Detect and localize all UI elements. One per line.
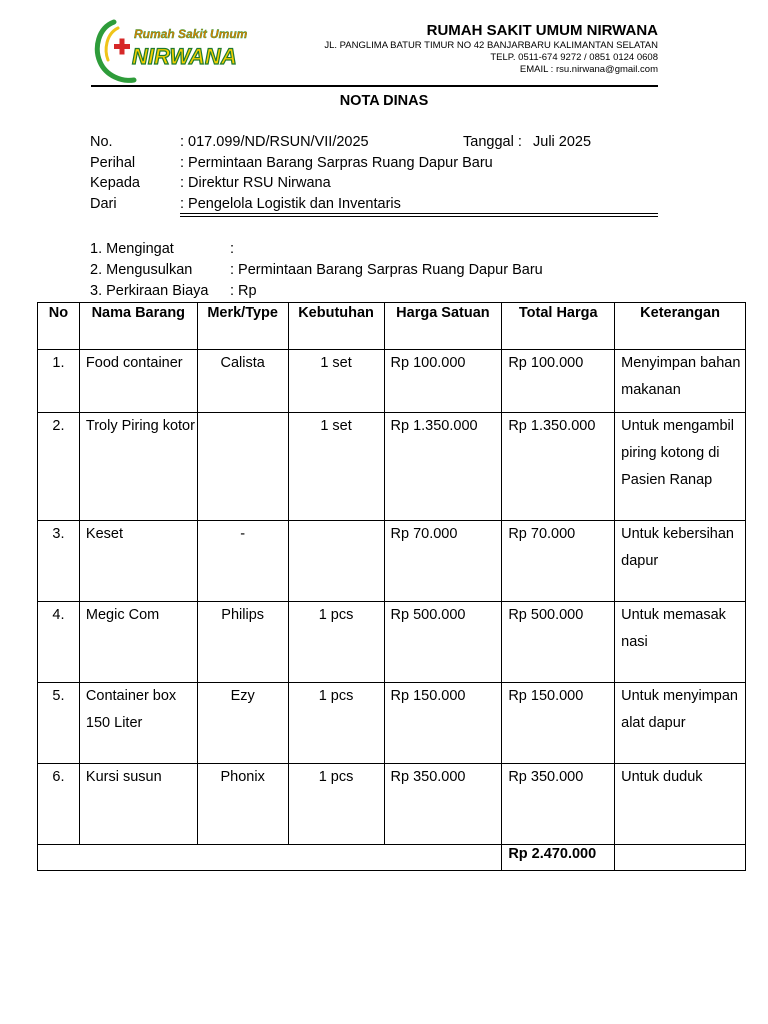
cell-harga-satuan: Rp 100.000	[384, 350, 502, 413]
hospital-phone: TELP. 0511-674 9272 / 0851 0124 0608	[490, 52, 658, 63]
point-value: : Permintaan Barang Sarpras Ruang Dapur Baru	[230, 262, 543, 278]
table-total-row	[38, 845, 746, 871]
cell-no: 6.	[38, 764, 80, 845]
table-row	[38, 413, 746, 521]
cell-harga-satuan: Rp 350.000	[384, 764, 502, 845]
cell-harga-satuan: Rp 70.000	[384, 521, 502, 602]
cell-total-harga: Rp 150.000	[502, 683, 615, 764]
perihal-value: : Permintaan Barang Sarpras Ruang Dapur Baru	[180, 155, 493, 171]
cell-total-harga: Rp 70.000	[502, 521, 615, 602]
cell-merk: Philips	[197, 602, 288, 683]
meta-divider	[180, 213, 658, 217]
dari-label: Dari	[90, 196, 117, 212]
cell-kebutuhan: 1 pcs	[288, 602, 384, 683]
hospital-logo	[92, 18, 267, 84]
logo-top-text: Rumah Sakit Umum	[134, 27, 248, 41]
table-row	[38, 602, 746, 683]
col-header-kebutuhan: Kebutuhan	[288, 303, 384, 350]
cell-nama-barang: Container box 150 Liter	[79, 683, 197, 764]
col-header-keterangan: Keterangan	[615, 303, 746, 350]
table-row	[38, 683, 746, 764]
perihal-label: Perihal	[90, 155, 136, 171]
cell-kebutuhan: 1 pcs	[288, 683, 384, 764]
cell-keterangan: Untuk memasak nasi	[615, 602, 746, 683]
cell-no: 1.	[38, 350, 80, 413]
col-header-nama-barang: Nama Barang	[79, 303, 197, 350]
cell-nama-barang: Food container	[79, 350, 197, 413]
table-header-row	[38, 303, 746, 350]
tanggal-value: Juli 2025	[533, 134, 592, 150]
hospital-email: EMAIL : rsu.nirwana@gmail.com	[519, 64, 658, 75]
cell-harga-satuan: Rp 150.000	[384, 683, 502, 764]
header-divider	[91, 85, 658, 87]
cell-nama-barang: Keset	[79, 521, 197, 602]
cell-merk: Ezy	[197, 683, 288, 764]
col-header-harga-satuan: Harga Satuan	[384, 303, 502, 350]
cell-no: 3.	[38, 521, 80, 602]
cell-merk: Phonix	[197, 764, 288, 845]
hospital-name: RUMAH SAKIT UMUM NIRWANA	[426, 22, 658, 39]
cell-total-harga: Rp 1.350.000	[502, 413, 615, 521]
cell-kebutuhan	[288, 521, 384, 602]
cell-keterangan: Menyimpan bahan makanan	[615, 350, 746, 413]
items-table	[37, 302, 746, 871]
cell-nama-barang: Troly Piring kotor	[79, 413, 197, 521]
cell-kebutuhan: 1 pcs	[288, 764, 384, 845]
cell-harga-satuan: Rp 500.000	[384, 602, 502, 683]
cell-no: 5.	[38, 683, 80, 764]
no-label: No.	[90, 134, 113, 150]
col-header-merk-type: Merk/Type	[197, 303, 288, 350]
col-header-no: No	[38, 303, 80, 350]
logo-main-text: NIRWANA	[132, 44, 237, 69]
document-title: NOTA DINAS	[339, 93, 429, 109]
dari-value: : Pengelola Logistik dan Inventaris	[180, 196, 401, 212]
cell-no: 2.	[38, 413, 80, 521]
total-spacer-cell	[38, 845, 502, 871]
grand-total: Rp 2.470.000	[502, 845, 615, 871]
cell-merk: Calista	[197, 350, 288, 413]
total-empty-cell	[615, 845, 746, 871]
table-row	[38, 521, 746, 602]
point-value: : Rp	[230, 283, 257, 299]
point-label: 1. Mengingat	[90, 241, 174, 257]
cell-keterangan: Untuk kebersihan dapur	[615, 521, 746, 602]
point-value: :	[230, 241, 235, 257]
cell-total-harga: Rp 100.000	[502, 350, 615, 413]
kepada-label: Kepada	[90, 175, 140, 191]
cell-nama-barang: Megic Com	[79, 602, 197, 683]
hospital-address: JL. PANGLIMA BATUR TIMUR NO 42 BANJARBARU KALIMANTAN SELATAN	[324, 40, 658, 51]
point-label: 2. Mengusulkan	[90, 262, 193, 278]
kepada-value: : Direktur RSU Nirwana	[180, 175, 331, 191]
cell-kebutuhan: 1 set	[288, 350, 384, 413]
cell-kebutuhan: 1 set	[288, 413, 384, 521]
cell-keterangan: Untuk mengambil piring kotong di Pasien Ranap	[615, 413, 746, 521]
cell-keterangan: Untuk duduk	[615, 764, 746, 845]
cell-harga-satuan: Rp 1.350.000	[384, 413, 502, 521]
no-value: : 017.099/ND/RSUN/VII/2025	[180, 134, 369, 150]
point-label: 3. Perkiraan Biaya	[90, 283, 209, 299]
table-row	[38, 350, 746, 413]
cell-nama-barang: Kursi susun	[79, 764, 197, 845]
cell-no: 4.	[38, 602, 80, 683]
table-row	[38, 764, 746, 845]
cell-merk: -	[197, 521, 288, 602]
cell-keterangan: Untuk menyimpan alat dapur	[615, 683, 746, 764]
col-header-total-harga: Total Harga	[502, 303, 615, 350]
cell-merk	[197, 413, 288, 521]
tanggal-label: Tanggal :	[463, 134, 522, 150]
cell-total-harga: Rp 500.000	[502, 602, 615, 683]
cell-total-harga: Rp 350.000	[502, 764, 615, 845]
